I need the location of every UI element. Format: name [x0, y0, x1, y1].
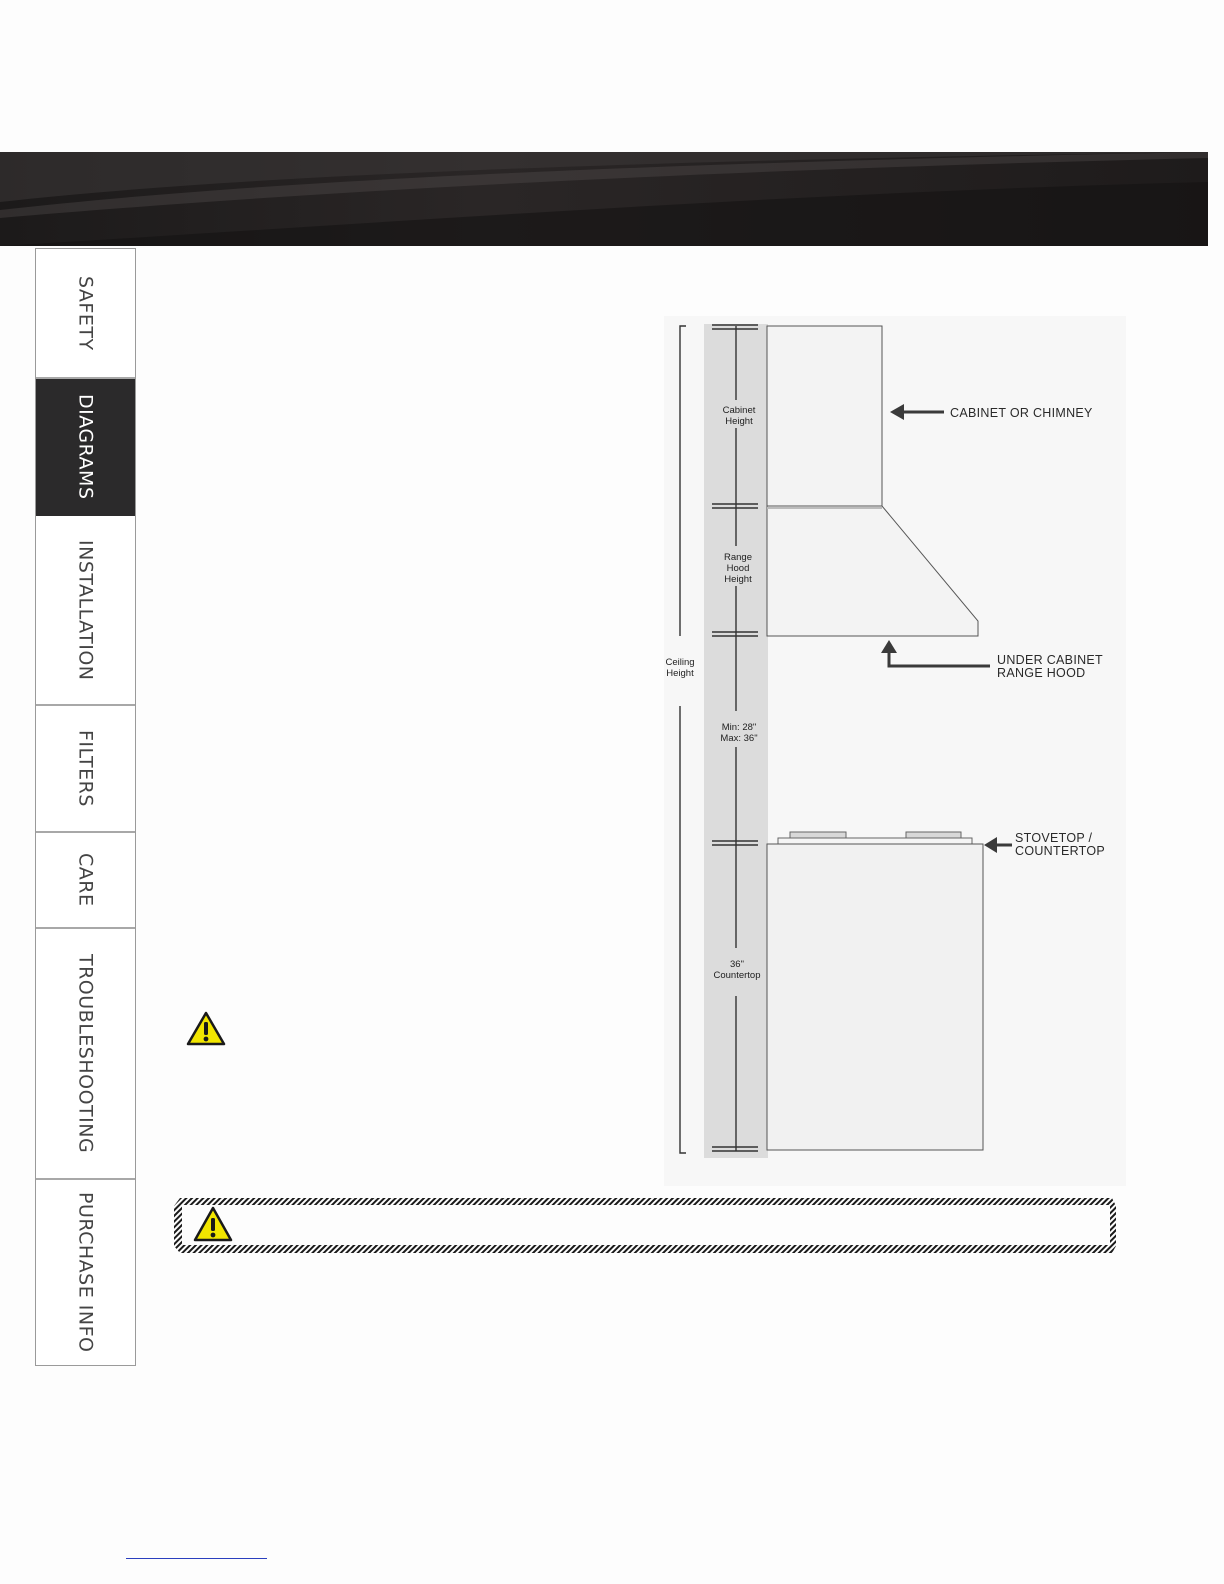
- tab-label: PURCHASE INFO: [74, 1192, 97, 1353]
- warning-box: [170, 1196, 1120, 1256]
- header-banner: [0, 152, 1208, 246]
- countertop-label-2: Countertop: [713, 970, 761, 981]
- tab-purchase-info[interactable]: [36, 1180, 135, 1365]
- cabinet-height-label-2: Height: [725, 416, 753, 427]
- ceiling-height-label-1: Ceiling: [665, 657, 695, 668]
- tab-label: TROUBLESHOOTING: [74, 953, 97, 1154]
- callout-cabinet: CABINET OR CHIMNEY: [950, 406, 1093, 420]
- callout-hood-2: RANGE HOOD: [997, 666, 1086, 680]
- tab-installation[interactable]: [36, 516, 135, 706]
- callout-stovetop-1: STOVETOP /: [1015, 831, 1093, 845]
- countertop-label-1: 36": [730, 959, 744, 970]
- installation-diagram: [664, 316, 1126, 1186]
- tab-troubleshooting[interactable]: [36, 929, 135, 1180]
- section-nav: [35, 248, 136, 1366]
- tab-label: FILTERS: [74, 730, 97, 807]
- tab-label: CARE: [74, 853, 97, 907]
- banner-swoosh: [0, 152, 1208, 246]
- tab-diagrams[interactable]: [36, 379, 135, 516]
- tab-safety[interactable]: [36, 249, 135, 379]
- hood-height-label-3: Height: [724, 574, 752, 585]
- tab-label: SAFETY: [74, 275, 97, 351]
- stovetop-surface: [778, 838, 972, 844]
- base-cabinet-shape: [767, 844, 983, 1150]
- ceiling-height-label-2: Height: [666, 668, 694, 679]
- footer-link-underline[interactable]: [126, 1558, 267, 1559]
- burner-right: [906, 832, 961, 838]
- burner-left: [790, 832, 846, 838]
- clearance-label-2: Max: 36": [720, 733, 758, 744]
- tab-filters[interactable]: [36, 706, 135, 833]
- warning-triangle-icon: [186, 1011, 226, 1047]
- cabinet-height-label-1: Cabinet: [722, 405, 756, 416]
- callout-hood-1: UNDER CABINET: [997, 653, 1103, 667]
- hood-height-label-2: Hood: [726, 563, 750, 574]
- cabinet-shape: [767, 326, 882, 506]
- tab-care[interactable]: [36, 833, 135, 929]
- clearance-label-1: Min: 28": [721, 722, 757, 733]
- tab-label: DIAGRAMS: [74, 393, 97, 500]
- callout-stovetop-2: COUNTERTOP: [1015, 844, 1106, 858]
- tab-label: INSTALLATION: [74, 539, 97, 681]
- hood-height-label-1: Range: [724, 552, 752, 563]
